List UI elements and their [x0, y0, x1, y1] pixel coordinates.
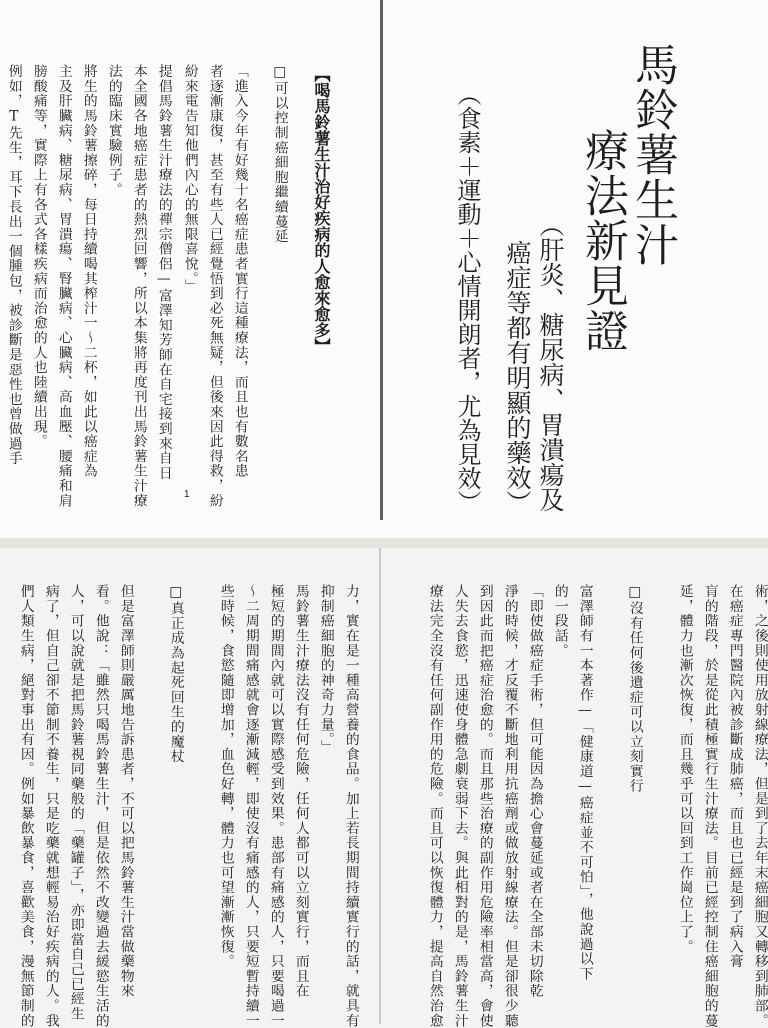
title-line-1: 馬鈴薯生汁 [627, 42, 678, 267]
body-column: 例如，T先生，耳下長出一個腫包，被診斷是惡性也曾做過手 [5, 64, 22, 466]
body-column: 淨的時候，才反覆不斷地利用抗癌劑或做放射線療法。但是卻很少聽 [501, 584, 518, 1028]
bottom-page [0, 548, 768, 1028]
body-column: 術，之後則使用放射線療法，但是到了去年末癌細胞又轉移到肺部。 [751, 584, 768, 1028]
subtitle-line-2: 癌症等都有明顯的藥效） [503, 240, 532, 515]
subheading: □沒有任何後遺症可以立刻實行 [626, 584, 643, 794]
body-column: 延，體力也漸次恢復，而且幾乎可以回到工作崗位上了。 [676, 584, 693, 954]
body-column: 法的臨床實驗例子。 [105, 64, 122, 198]
subtitle-line-1: （肝炎、糖尿病、胃潰瘍及 [536, 212, 565, 512]
body-column: 「即使做癌症手術，但可能因為擔心會蔓延或者在全部未切除乾 [526, 584, 543, 999]
tagline: （食素＋運動＋心情開朗者，尤為見效） [453, 82, 481, 514]
title-line-2: 療法新見證 [577, 128, 628, 353]
body-column: 看。他說：「雖然只喝馬鈴薯生汁，但是依然不改變過去緩慾生活的 [92, 584, 109, 1028]
body-column: 提倡馬鈴薯生汁療法的禪宗僧侶—富澤知芳師在自宅接到來自日 [155, 64, 172, 481]
body-column: 「進入今年有好幾十名癌症患者實行這種療法，而且也有數名患 [231, 64, 248, 479]
body-column: 本全國各地癌症患者的熱烈回響，所以本集將再度刊出馬鈴薯生汁療 [130, 64, 147, 508]
body-column: 的一段話。 [551, 584, 568, 658]
body-column: 抑制癌細胞的神奇力量。」 [317, 584, 334, 755]
subheading: □真正成為起死回生的魔杖 [167, 584, 184, 764]
section-heading: 【喝馬鈴薯生汁治好疾病的人愈來愈多】 [312, 66, 331, 354]
body-column: 富澤師有一本著作—「健康道—癌症並不可怕」，他說過以下 [576, 584, 593, 982]
body-column: 紛來電告知他們內心的無限喜悅。」 [181, 64, 198, 294]
body-column: 肓的階段，於是從此積極實行生汁療法。目前已經控制住癌細胞的蔓 [701, 584, 718, 1028]
body-column: 人失去食慾，迅速使身體急劇衰弱下去。與此相對的是，馬鈴薯生汁 [451, 584, 468, 1028]
body-column: 力，實在是一種高營養的食品。加上若長期間持續實行的話，就具有 [342, 584, 359, 1028]
body-column: 極短的期間內就可以實際感受到效果。患部有痛感的人，只要喝過一 [267, 584, 284, 1028]
page-fold [380, 0, 383, 520]
body-column: 將生的馬鈴薯擦碎，每日持續喝其榨汁一～二杯，如此以癌症為 [80, 64, 97, 479]
page-number: 1 [184, 489, 190, 500]
body-column: 些時候，食慾隨即增加，血色好轉，體力也可望漸漸恢復。 [217, 584, 234, 969]
body-column: 者逐漸康復，甚至有些人已經覺悟到必死無疑，但後來因此得救，紛 [206, 64, 223, 508]
body-column: 們人類生病，絕對事出有因。例如暴飲暴食，喜歡美食，漫無節制的 [17, 584, 34, 1028]
body-column: 在癌症專門醫院內被診斷成肺癌，而且也已經是到了病入膏 [726, 584, 743, 969]
body-column: 人，可以說就是把馬鈴薯視同藥般的「藥罐子」，亦即當自己已經生 [67, 584, 84, 1022]
body-column: 主及肝臟病、糖尿病、胃潰瘍、腎臟病、心臟病、高血壓、腰痛和肩 [55, 64, 72, 508]
body-column: 膀酸痛等，實際上有各式各樣疾病而治愈的人也陸續出現。 [30, 64, 47, 449]
body-column: 到因此而把癌症治愈的。而且那些治療的副作用危險率相當高，會使 [476, 584, 493, 1028]
body-column: ～二周期間痛感就會逐漸減輕，即使沒有痛感的人，只要短暫持續一 [242, 584, 259, 1028]
body-column: 馬鈴薯生汁療法沒有任何危險，任何人都可以立刻實行，而且在 [292, 584, 309, 999]
body-column: 但是富澤師則嚴厲地告訴患者，不可以把馬鈴薯生汁當做藥物來 [117, 584, 134, 999]
page-gap [0, 538, 768, 548]
body-column: 療法完全沒有任何副作用的危險。而且可以恢復體力，提高自然治愈 [426, 584, 443, 1028]
body-column: 病了，但自己卻不節制不養生，只是吃藥就想輕易治好疾病的人。我 [42, 584, 59, 1028]
subheading: □可以控制癌細胞繼續蔓延 [271, 64, 288, 244]
